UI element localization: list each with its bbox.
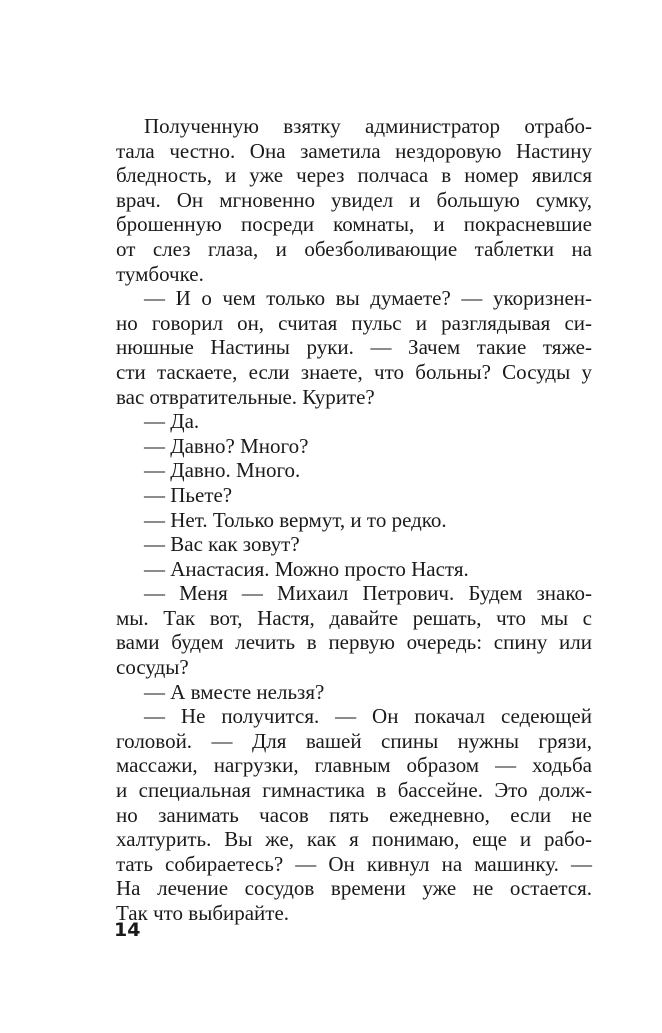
text-line: нюшные Настины руки. — Зачем такие тяже- <box>116 335 592 360</box>
text-line: тумбочке. <box>116 261 204 286</box>
text-line: брошенную посреди комнаты, и покрасневшие <box>116 212 592 237</box>
page-number: 14 <box>114 919 141 941</box>
text-line: но говорил он, считая пульс и разглядывая си- <box>116 310 592 335</box>
text-line: — Анастасия. Можно просто Настя. <box>144 556 469 581</box>
text-line: — Вас как зовут? <box>144 532 300 557</box>
text-line: халтурить. Вы же, как я понимаю, еще и рабо- <box>116 827 592 852</box>
text-line: — А вместе нельзя? <box>144 679 325 704</box>
text-line: тала честно. Она заметила нездоровую Настину <box>116 138 592 163</box>
text-line: тать собираетесь? — Он кивнул на машинку. — <box>116 851 592 876</box>
text-line: — Нет. Только вермут, и то редко. <box>144 507 447 532</box>
text-line: головой. — Для вашей спины нужны грязи, <box>116 728 592 753</box>
text-line: но занимать часов пять ежедневно, если не <box>116 802 592 827</box>
text-line: мы. Так вот, Настя, давайте решать, что мы с <box>116 605 592 630</box>
text-line: массажи, нагрузки, главным образом — ходьба <box>116 753 592 778</box>
text-line: Так что выбирайте. <box>116 901 290 925</box>
text-line: — Не получится. — Он покачал седеющей <box>144 704 592 729</box>
text-line: бледность, и уже через полчаса в номер явился <box>116 163 592 188</box>
text-line: вами будем лечить в первую очередь: спину или <box>116 630 592 655</box>
text-line: сти таскаете, если знаете, что больны? Сосуды у <box>116 359 592 384</box>
text-line: врач. Он мгновенно увидел и большую сумку, <box>116 187 592 212</box>
text-line: — Меня — Михаил Петрович. Будем знако- <box>144 581 592 606</box>
body-text <box>116 114 592 926</box>
text-line: и специальная гимнастика в бассейне. Это долж- <box>116 778 592 803</box>
text-line: от слез глаза, и обезболивающие таблетки на <box>116 236 592 261</box>
text-line: — Давно? Много? <box>144 433 309 458</box>
text-line: — Да. <box>144 409 200 434</box>
text-line: На лечение сосудов времени уже не остается. <box>116 876 592 901</box>
text-line: сосуды? <box>116 655 189 680</box>
text-line: — Давно. Много. <box>144 458 301 483</box>
text-line: вас отвратительные. Курите? <box>116 384 375 409</box>
text-line: — И о чем только вы думаете? — укоризнен- <box>144 286 592 311</box>
text-line: Полученную взятку администратор отрабо- <box>144 114 592 138</box>
text-line: — Пьете? <box>144 482 233 507</box>
